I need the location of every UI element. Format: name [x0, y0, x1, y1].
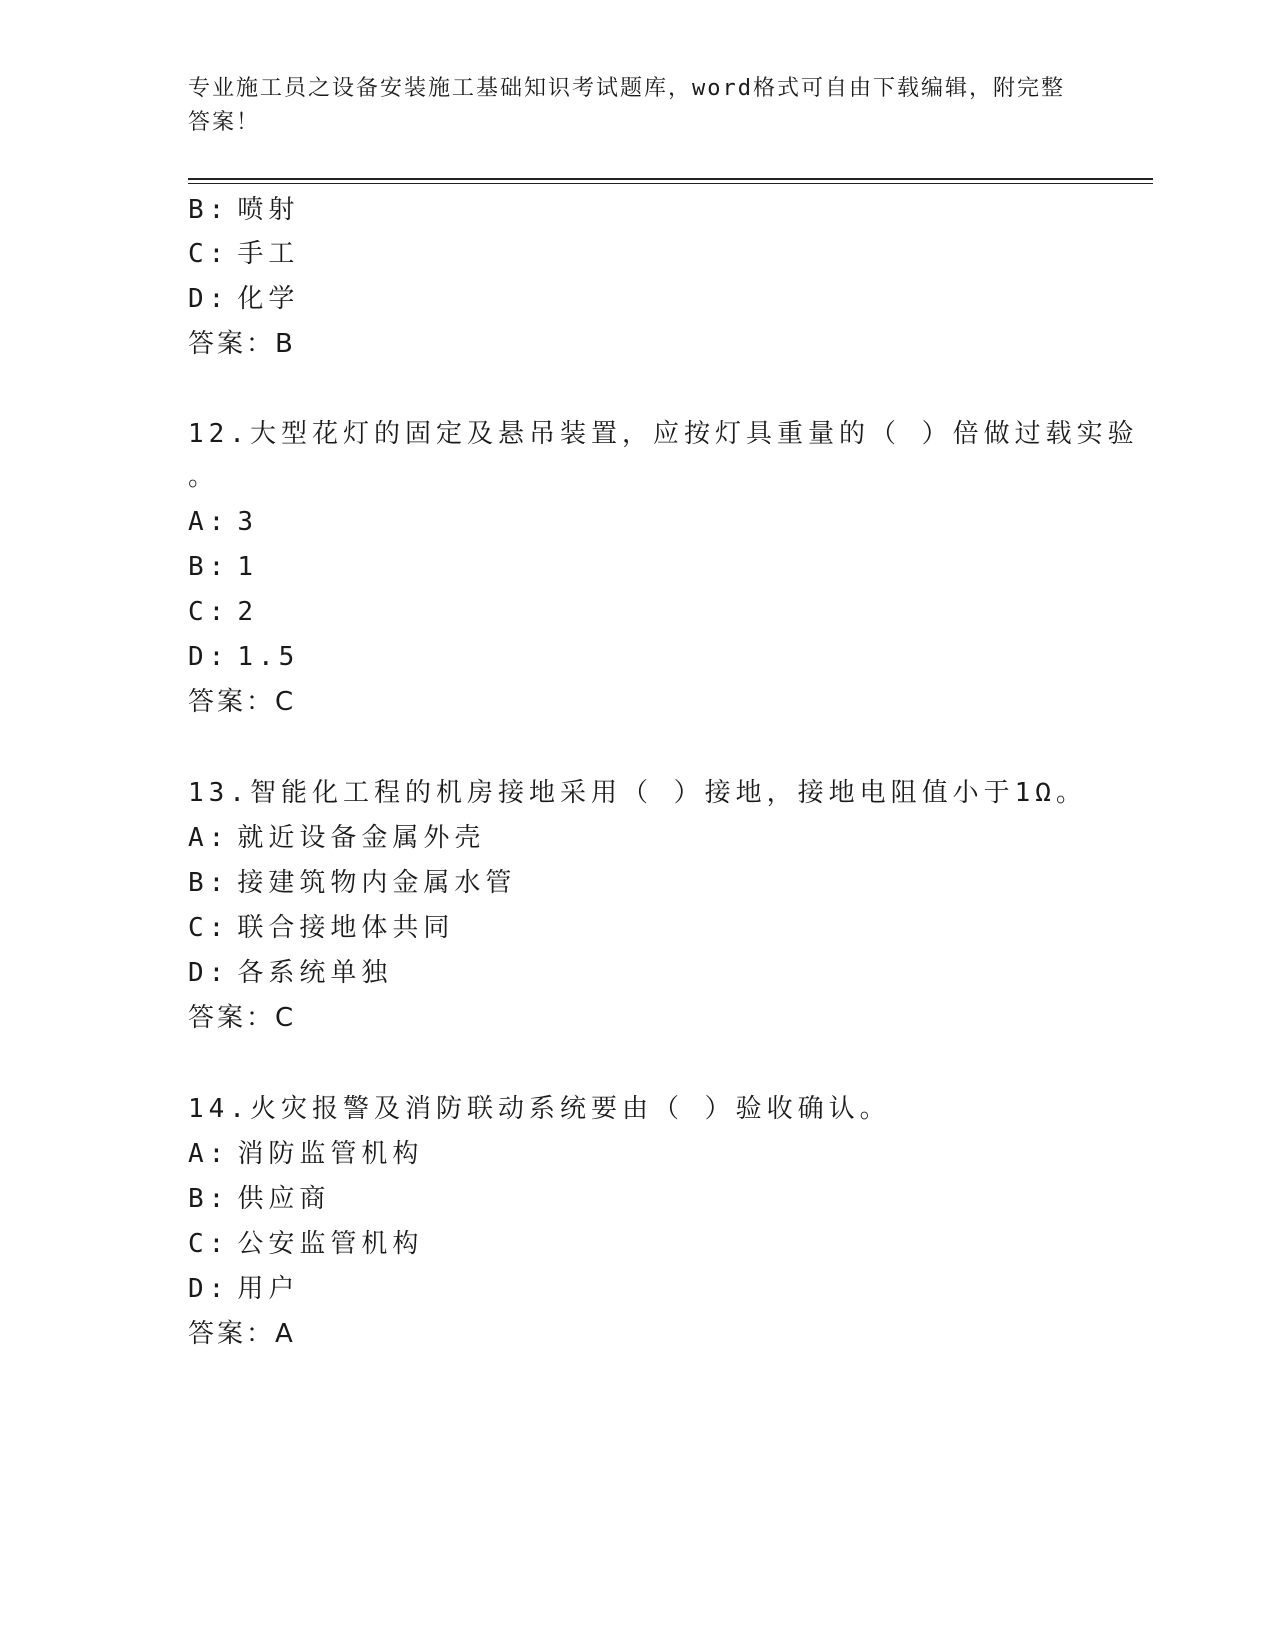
option-text: 1.5 — [237, 642, 300, 672]
option-a — [188, 821, 485, 855]
option-d — [188, 282, 299, 316]
option-text: 手工 — [237, 239, 300, 269]
option-text: 1 — [237, 552, 258, 582]
option-b — [188, 550, 258, 584]
option-text: 3 — [237, 507, 258, 537]
option-c — [188, 595, 258, 629]
header-divider-thin — [188, 183, 1153, 184]
option-key: B: — [188, 195, 230, 225]
option-b — [188, 866, 516, 900]
option-key: C: — [188, 913, 230, 943]
answer: 答案：A — [188, 1319, 296, 1349]
option-key: D: — [188, 958, 230, 988]
option-text: 喷射 — [237, 195, 300, 225]
option-key: B: — [188, 868, 230, 898]
option-a — [188, 1137, 423, 1171]
question-stem: 13.智能化工程的机房接地采用（ ）接地，接地电阻值小于1Ω。 — [188, 778, 1087, 808]
option-key: A: — [188, 1139, 230, 1169]
option-c — [188, 237, 299, 271]
option-key: C: — [188, 1229, 230, 1259]
document-header: 专业施工员之设备安装施工基础知识考试题库，word格式可自由下载编辑，附完整答案！ — [188, 76, 1065, 135]
option-b — [188, 1182, 330, 1216]
option-d — [188, 640, 299, 674]
question-stem: 14.火灾报警及消防联动系统要由（ ）验收确认。 — [188, 1094, 891, 1124]
answer: 答案：C — [188, 1003, 297, 1033]
header-divider-thick — [188, 178, 1153, 180]
option-key: B: — [188, 1184, 230, 1214]
option-key: D: — [188, 1274, 230, 1304]
answer: 答案：B — [188, 329, 296, 359]
option-text: 就近设备金属外壳 — [237, 823, 486, 853]
option-key: C: — [188, 239, 230, 269]
option-d — [188, 1272, 299, 1306]
option-c — [188, 911, 454, 945]
option-text: 化学 — [237, 284, 300, 314]
option-text: 消防监管机构 — [237, 1139, 424, 1169]
option-text: 联合接地体共同 — [237, 913, 455, 943]
option-b — [188, 193, 299, 227]
option-text: 各系统单独 — [237, 958, 393, 988]
question-stem-continuation: 。 — [188, 462, 220, 492]
question-stem: 12.大型花灯的固定及悬吊装置，应按灯具重量的（ ）倍做过载实验 — [188, 419, 1139, 449]
option-key: D: — [188, 642, 230, 672]
option-key: B: — [188, 552, 230, 582]
option-a — [188, 505, 258, 539]
option-key: D: — [188, 284, 230, 314]
option-key: C: — [188, 597, 230, 627]
option-text: 接建筑物内金属水管 — [237, 868, 517, 898]
option-text: 用户 — [237, 1274, 300, 1304]
option-text: 公安监管机构 — [237, 1229, 424, 1259]
option-text: 2 — [237, 597, 258, 627]
option-c — [188, 1227, 423, 1261]
option-key: A: — [188, 823, 230, 853]
option-d — [188, 956, 392, 990]
option-key: A: — [188, 507, 230, 537]
option-text: 供应商 — [237, 1184, 331, 1214]
answer: 答案：C — [188, 687, 297, 717]
